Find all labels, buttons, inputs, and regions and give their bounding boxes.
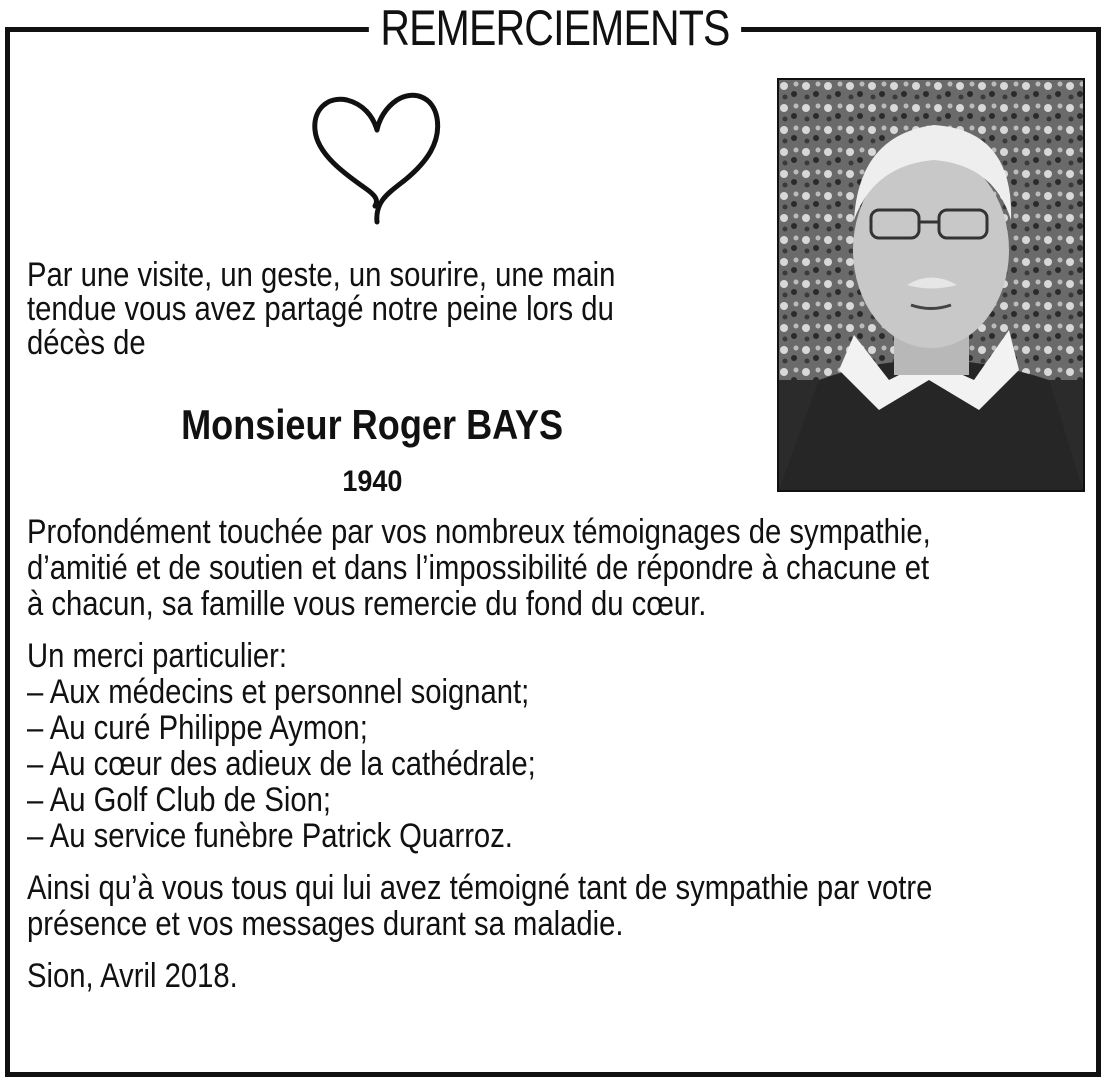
deceased-name: Monsieur Roger BAYS [181,401,564,448]
intro-text [27,258,646,360]
body-text [27,514,1085,994]
list-item: – Aux médecins et personnel soignant; [27,674,1085,710]
closing-line: présence et vos messages durant sa maladie. [27,905,624,943]
special-thanks-intro: Un merci particulier: [27,637,287,675]
intro-line: décès de [27,324,146,362]
intro-line: Par une visite, un geste, un sourire, une main [27,256,616,294]
thanks-line: d’amitié et de soutien et dans l’impossibilité de répondre à chacune et [27,549,930,587]
intro-line: tendue vous avez partagé notre peine lors du [27,290,614,328]
closing-line: Ainsi qu’à vous tous qui lui avez témoigné tant de sympathie par votre [27,869,933,907]
list-item: – Au Golf Club de Sion; [27,782,1085,818]
list-item: – Au service funèbre Patrick Quarroz. [27,818,1085,854]
thanks-line: à chacun, sa famille vous remercie du fond du cœur. [27,585,707,623]
portrait-photo [777,78,1085,492]
signature: Sion, Avril 2018. [27,957,238,995]
portrait-image [779,80,1083,490]
thanks-line: Profondément touchée par vos nombreux témoignages de sympathie, [27,513,931,551]
list-item: – Au cœur des adieux de la cathédrale; [27,746,1085,782]
page-title: REMERCIEMENTS [369,0,741,56]
heart-icon [305,82,445,227]
deceased-year: 1940 [342,465,403,498]
list-item: – Au curé Philippe Aymon; [27,710,1085,746]
special-thanks-list [27,674,1085,854]
header [0,0,1110,56]
